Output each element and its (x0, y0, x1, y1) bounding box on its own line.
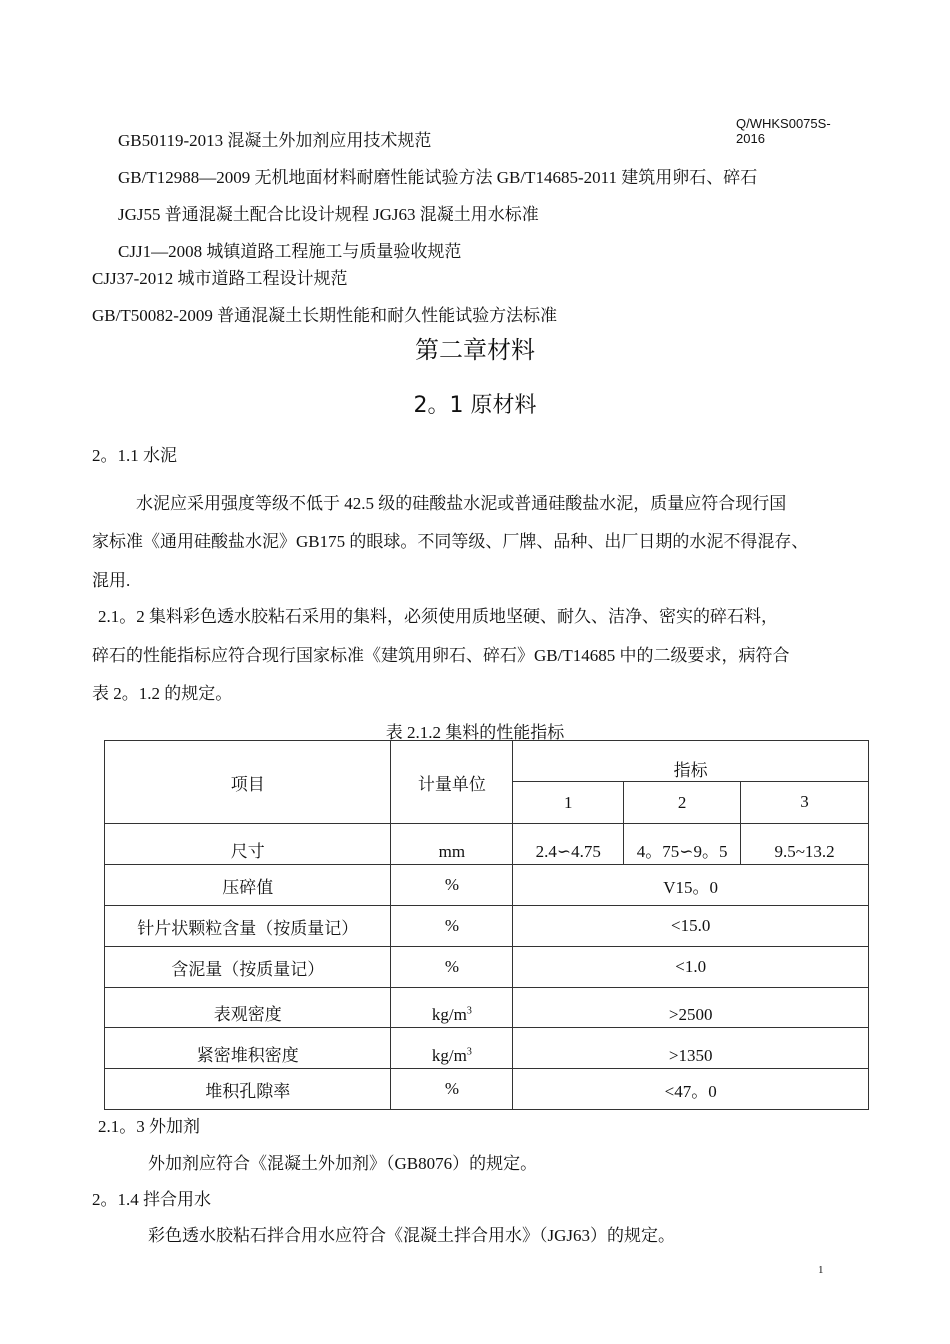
aggregate-spec-table (104, 740, 869, 1110)
unit-superscript: 3 (466, 1005, 472, 1017)
reference-line-2: GB/T12988—2009 无机地面材料耐磨性能试验方法 GB/T14685-2011 建筑用卵石、碎石 (118, 168, 758, 187)
cell-item: 表观密度 (105, 988, 391, 1028)
cell-item: 含泥量（按质量记） (105, 947, 391, 988)
header-col-1: 1 (513, 782, 624, 824)
section-title: 2。1 原材料 (413, 393, 537, 418)
cell-unit (391, 1028, 513, 1069)
reference-line-6: GB/T50082-2009 普通混凝土长期性能和耐久性能试验方法标准 (92, 306, 558, 325)
cell-value: <15.0 (513, 906, 869, 947)
admixture-paragraph: 外加剂应符合《混凝土外加剂》（GB8076）的规定。 (148, 1154, 538, 1173)
aggregate-paragraph-line-1: 2.1。2 集料彩色透水胶粘石采用的集料，必须使用质地坚硬、耐久、洁净、密实的碎石料， (98, 607, 778, 626)
table-row (105, 1028, 869, 1069)
cell-value: V15。0 (513, 865, 869, 906)
chapter-title: 第二章材料 (415, 336, 535, 364)
cell-unit: % (391, 906, 513, 947)
table-caption: 表 2.1.2 集料的性能指标 (385, 723, 565, 742)
unit-base: kg/m (431, 1046, 467, 1065)
reference-line-3: JGJ55 普通混凝土配合比设计规程 JGJ63 混凝土用水标准 (118, 205, 539, 224)
subsection-heading-mixing-water: 2。1.4 拌合用水 (92, 1190, 211, 1209)
cell-unit: % (391, 1069, 513, 1110)
aggregate-paragraph-line-3: 表 2。1.2 的规定。 (92, 684, 233, 703)
cell-unit: mm (391, 824, 513, 865)
header-col-3: 3 (741, 782, 869, 824)
reference-line-1: GB50119-2013 混凝土外加剂应用技术规范 (118, 131, 432, 150)
cell-item: 堆积孔隙率 (105, 1069, 391, 1110)
cell-value-3: 9.5~13.2 (741, 824, 869, 865)
subsection-heading-cement: 2。1.1 水泥 (92, 446, 177, 465)
header-col-2: 2 (624, 782, 741, 824)
cell-unit: % (391, 947, 513, 988)
unit-superscript: 3 (466, 1046, 472, 1058)
page-number: 1 (818, 1264, 824, 1276)
cell-value-1: 2.4∽4.75 (513, 824, 624, 865)
table-row (105, 906, 869, 947)
cement-paragraph-line-3: 混用. (92, 571, 131, 590)
cell-item: 紧密堆积密度 (105, 1028, 391, 1069)
aggregate-paragraph-line-2: 碎石的性能指标应符合现行国家标准《建筑用卵石、碎石》GB/T14685 中的二级要求，病符合 (92, 646, 790, 665)
cell-value: >2500 (513, 988, 869, 1028)
header-unit: 计量单位 (391, 741, 513, 824)
table-row (105, 988, 869, 1028)
cell-value: <1.0 (513, 947, 869, 988)
cell-item: 压碎值 (105, 865, 391, 906)
subsection-heading-admixture: 2.1。3 外加剂 (98, 1117, 200, 1136)
cell-unit (391, 988, 513, 1028)
table-row (105, 947, 869, 988)
cement-paragraph-line-1: 水泥应采用强度等级不低于 42.5 级的硅酸盐水泥或普通硅酸盐水泥，质量应符合现行国 (136, 494, 787, 513)
cell-item: 尺寸 (105, 824, 391, 865)
cell-value-2: 4。75∽9。5 (624, 824, 741, 865)
header-index: 指标 (513, 741, 869, 782)
reference-line-4: CJJ1—2008 城镇道路工程施工与质量验收规范 (118, 242, 462, 261)
cell-item: 针片状颗粒含量（按质量记） (105, 906, 391, 947)
table-row (105, 865, 869, 906)
mixing-water-paragraph: 彩色透水胶粘石拌合用水应符合《混凝土拌合用水》（JGJ63）的规定。 (148, 1226, 676, 1245)
cell-unit: % (391, 865, 513, 906)
cell-value: <47。0 (513, 1069, 869, 1110)
document-code: Q/WHKS0075S-2016 (736, 116, 831, 146)
cement-paragraph-line-2: 家标准《通用硅酸盐水泥》GB175 的眼球。不同等级、厂牌、品种、出厂日期的水泥不得混存、 (92, 532, 809, 551)
unit-base: kg/m (431, 1005, 467, 1024)
header-item: 项目 (105, 741, 391, 824)
table-row (105, 824, 869, 865)
table-row (105, 1069, 869, 1110)
reference-line-5: CJJ37-2012 城市道路工程设计规范 (92, 269, 348, 288)
cell-value: >1350 (513, 1028, 869, 1069)
